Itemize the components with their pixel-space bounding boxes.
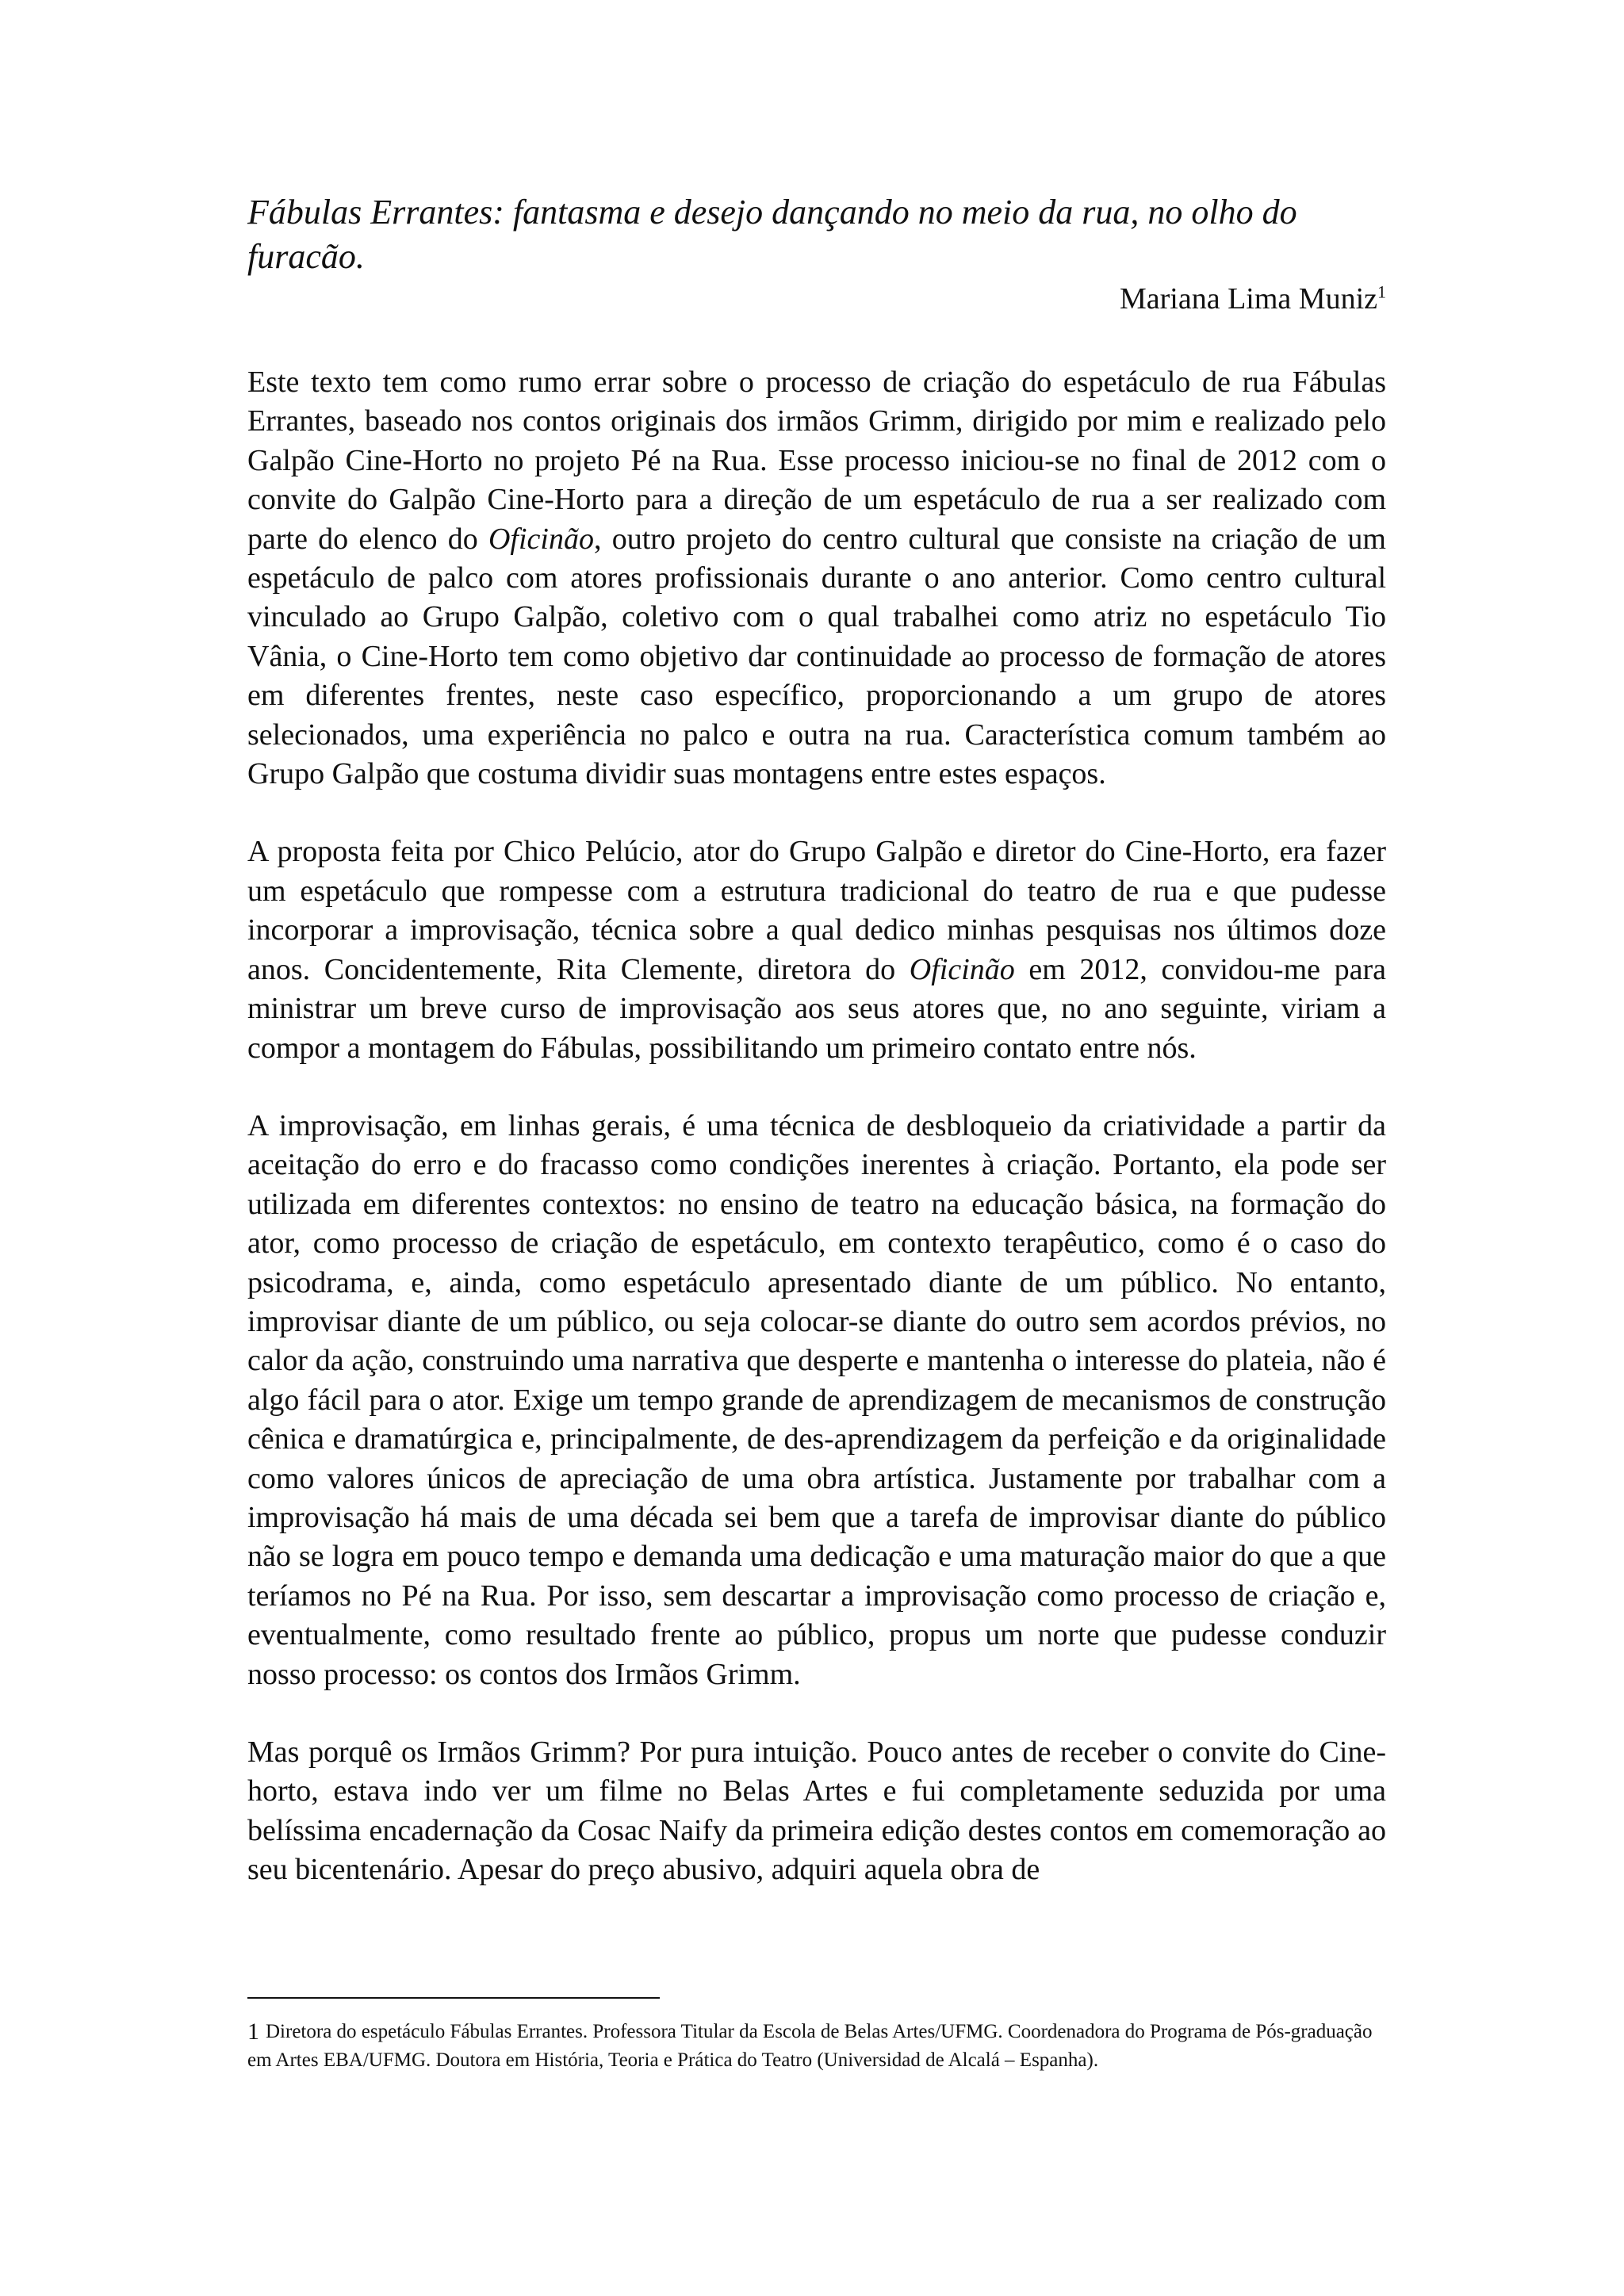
- paragraph-2: [247, 832, 1386, 1067]
- footnote-text: Diretora do espetáculo Fábulas Errantes. Professora Titular da Escola de Belas Artes/UFMG. Coordenadora do Programa de Pós-graduação em Artes EBA/UFMG. Doutora em História, Teoria e Prática do Teatro (Universidad de Alcalá – Espanha).: [247, 2021, 1373, 2071]
- footnote: [247, 2018, 1386, 2075]
- paragraph-1-text-b: , outro projeto do centro cultural que consiste na criação de um espetáculo de palco com atores profissionais durante o ano anterior. Como centro cultural vinculado ao Grupo Galpão, coletivo com o qual trabalhei como atriz no espetáculo Tio Vânia, o Cine-Horto tem como objetivo dar continuidade ao processo de formação de atores em diferentes frentes, neste caso específico, proporcionando a um grupo de atores selecionados, uma experiência no palco e outra na rua. Característica comum também ao Grupo Galpão que costuma dividir suas montagens entre estes espaços.: [247, 522, 1386, 791]
- footnote-mark: 1: [247, 2019, 259, 2045]
- author-name: Mariana Lima Muniz: [1119, 282, 1377, 316]
- document-title: Fábulas Errantes: fantasma e desejo dançando no meio da rua, no olho do furacão.: [247, 193, 1297, 276]
- paragraph-3: A improvisação, em linhas gerais, é uma técnica de desbloqueio da criatividade a partir da aceitação do erro e do fracasso como condições inerentes à criação. Portanto, ela pode ser utilizada em diferentes contextos: no ensino de teatro na educação básica, na formação do ator, como processo de criação de espetáculo, em contexto terapêutico, como é o caso do psicodrama, e, ainda, como espetáculo apresentado diante de um público. No entanto, improvisar diante de um público, ou seja colocar-se diante do outro sem acordos prévios, no calor da ação, construindo uma narrativa que desperte e mantenha o interesse do plateia, não é algo fácil para o ator. Exige um tempo grande de aprendizagem de mecanismos de construção cênica e dramatúrgica e, principalmente, de des-aprendizagem da perfeição e da originalidade como valores únicos de apreciação de uma obra artística. Justamente por trabalhar com a improvisação há mais de uma década sei bem que a tarefa de improvisar diante do público não se logra em pouco tempo e demanda uma dedicação e uma maturação maior do que a que teríamos no Pé na Rua. Por isso, sem descartar a improvisação como processo de criação e, eventualmente, como resultado frente ao público, propus um norte que pudesse conduzir nosso processo: os contos dos Irmãos Grimm.: [247, 1108, 1386, 1691]
- author-line: [247, 279, 1386, 319]
- paragraph-2-emphasis: Oficinão: [909, 952, 1015, 986]
- author-footnote-mark[interactable]: 1: [1377, 281, 1386, 302]
- paragraph-1-text-a: Este texto tem como rumo errar sobre o processo de criação do espetáculo de rua Fábulas Errantes, baseado nos contos originais dos irmãos Grimm, dirigido por mim e realizado pelo Galpão Cine-Horto no projeto Pé na Rua. Esse processo iniciou-se no final de 2012 com o convite do Galpão Cine-Horto para a direção de um espetáculo de rua a ser realizado com parte do elenco do: [247, 365, 1386, 556]
- paragraph-2-text-a: A proposta feita por Chico Pelúcio, ator do Grupo Galpão e diretor do Cine-Horto, era fazer um espetáculo que rompesse com a estrutura tradicional do teatro de rua e que pudesse incorporar a improvisação, técnica sobre a qual dedico minhas pesquisas nos últimos doze anos. Concidentemente, Rita Clemente, diretora do: [247, 835, 1386, 986]
- document-page: [247, 190, 1386, 1890]
- paragraph-2-text-b: em 2012, convidou-me para ministrar um breve curso de improvisação aos seus atores que, no ano seguinte, viriam a compor a montagem do Fábulas, possibilitando um primeiro contato entre nós.: [247, 952, 1386, 1065]
- paragraph-1: [247, 363, 1386, 794]
- paragraph-1-emphasis: Oficinão: [488, 522, 594, 556]
- paragraph-4: Mas porquê os Irmãos Grimm? Por pura intuição. Pouco antes de receber o convite do Cine-horto, estava indo ver um filme no Belas Artes e fui completamente seduzida por uma belíssima encadernação da Cosac Naify da primeira edição destes contos em comemoração ao seu bicentenário. Apesar do preço abusivo, adquiri aquela obra de: [247, 1735, 1386, 1887]
- footnote-separator: [247, 1997, 660, 1999]
